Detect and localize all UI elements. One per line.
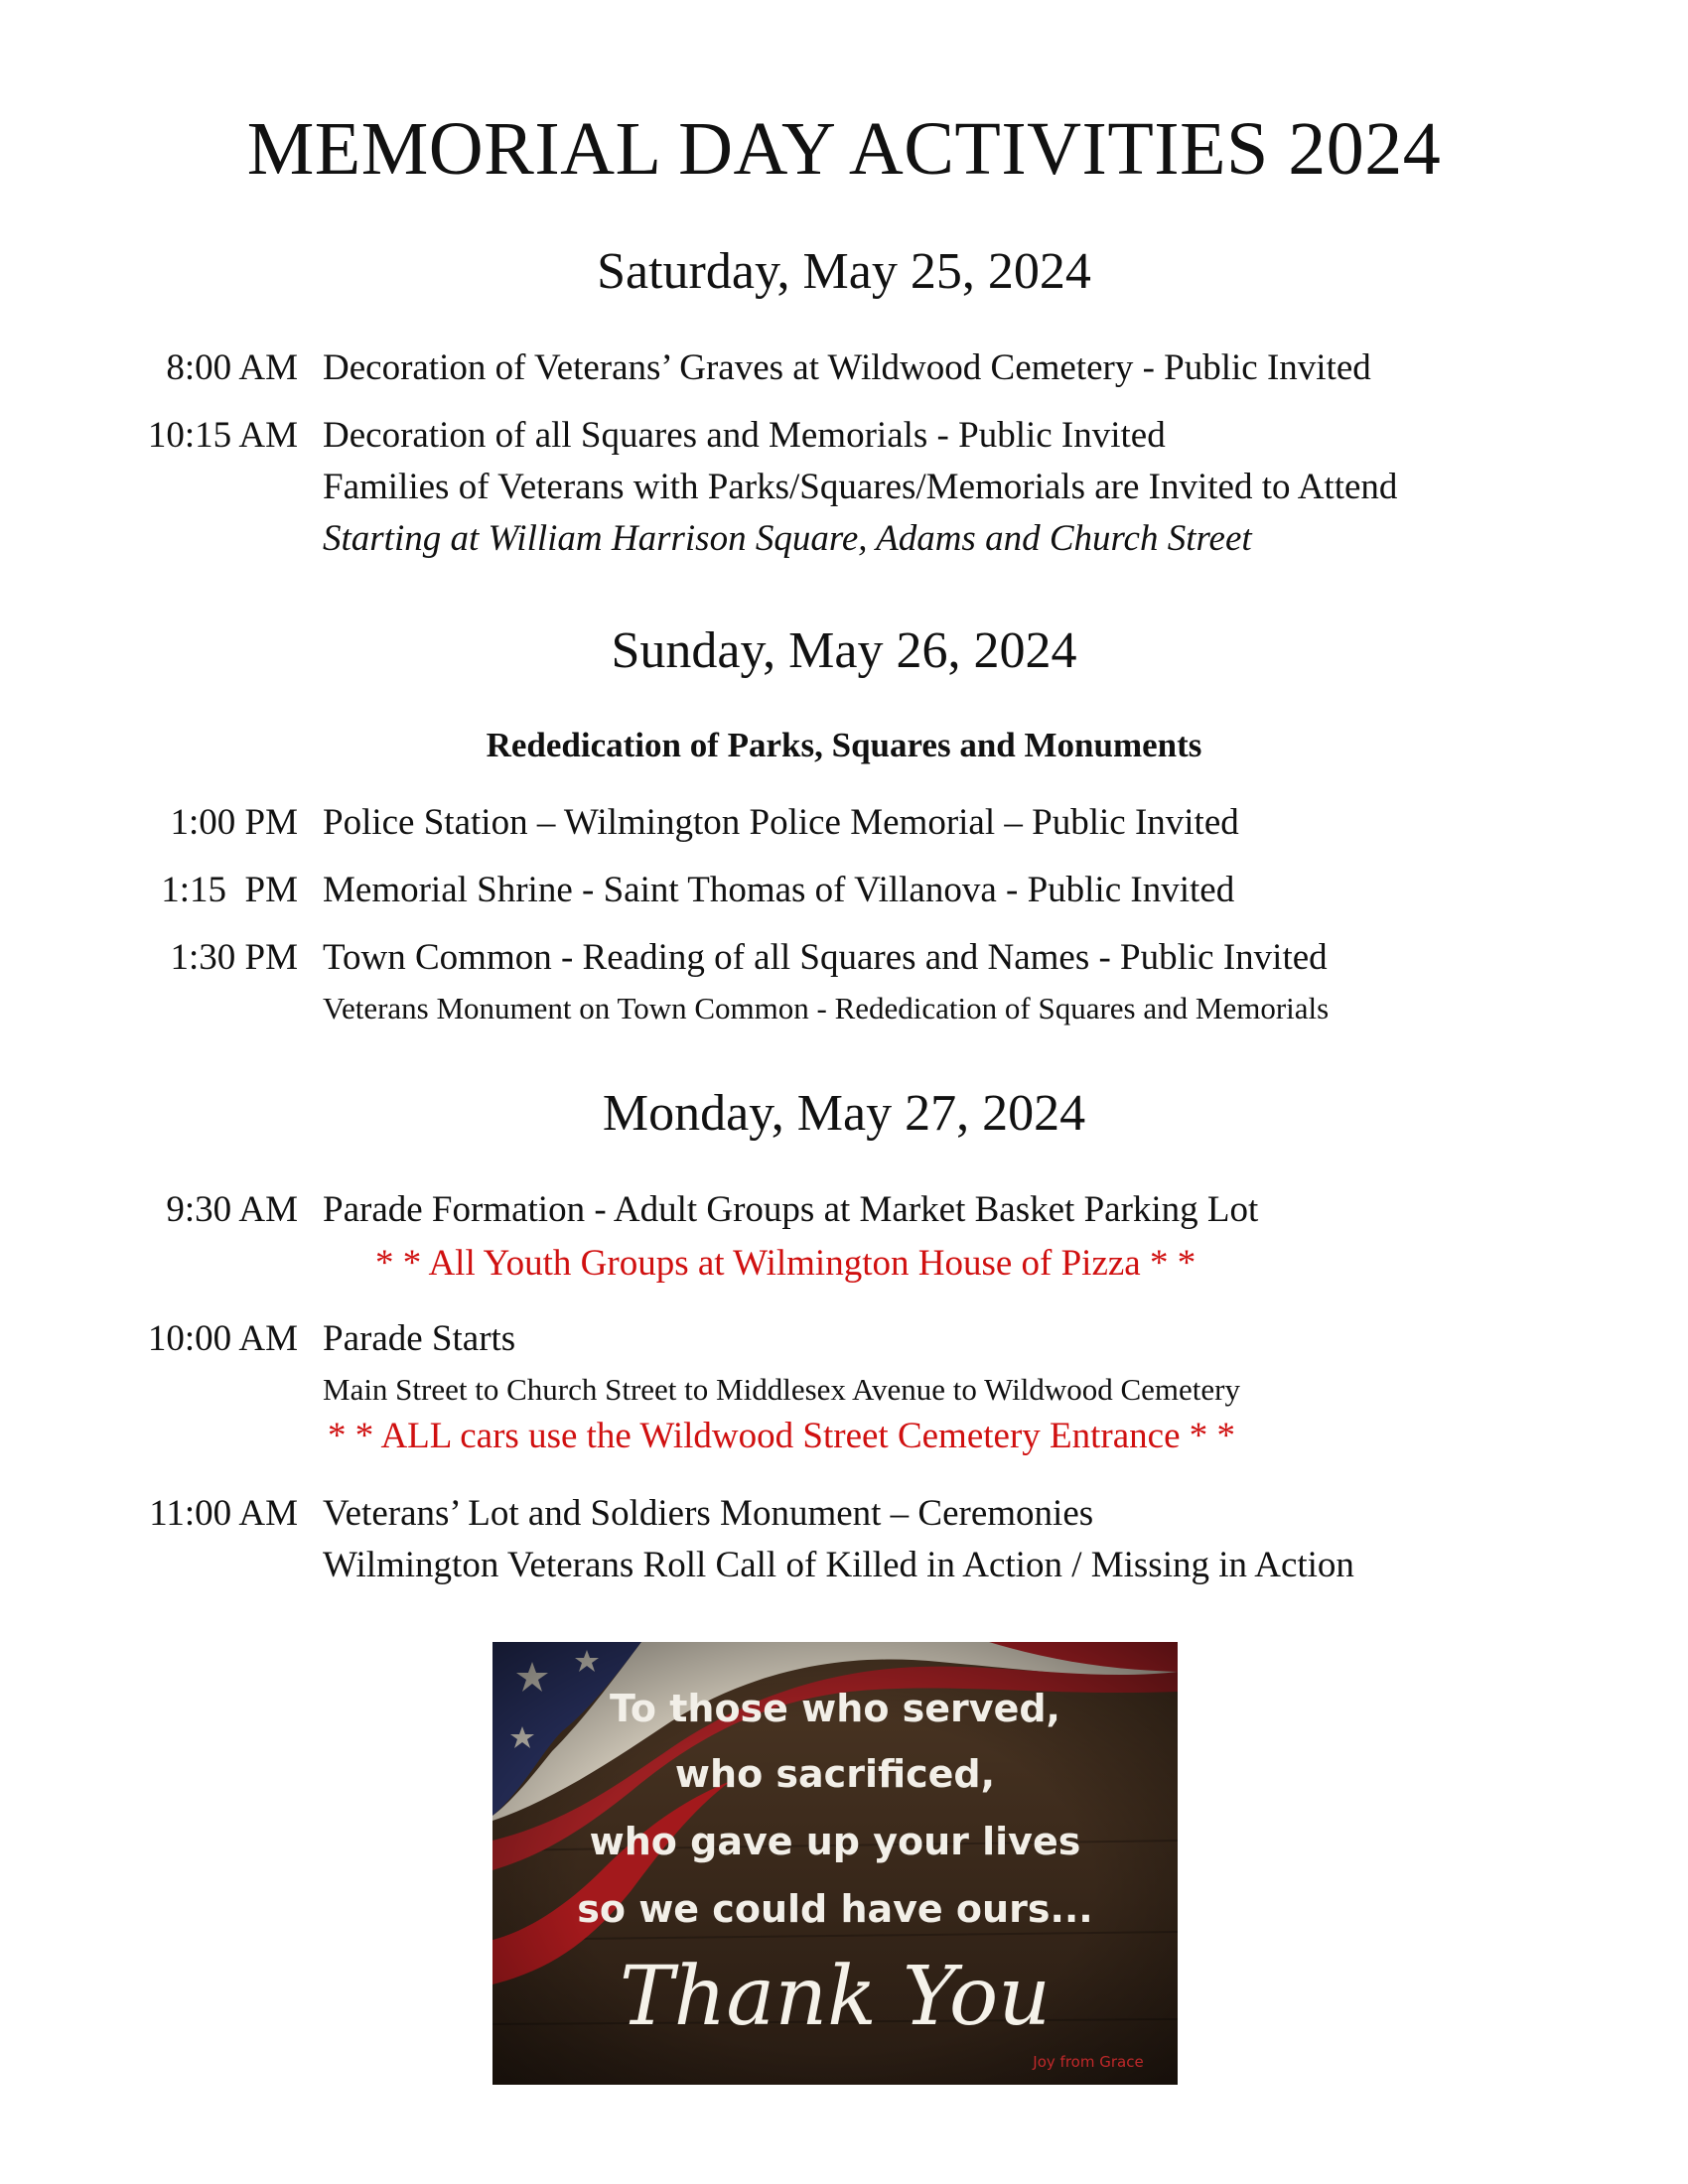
- quote-line-4: so we could have ours...: [577, 1887, 1093, 1931]
- event-description: Parade Starts: [323, 1318, 516, 1359]
- page-title: MEMORIAL DAY ACTIVITIES 2024: [246, 107, 1442, 191]
- event-description: Veterans’ Lot and Soldiers Monument – Ceremonies: [323, 1493, 1094, 1534]
- monday-heading: Monday, May 27, 2024: [602, 1085, 1086, 1142]
- sunday-heading: Sunday, May 26, 2024: [611, 622, 1077, 679]
- quote-line-1: To those who served,: [610, 1687, 1060, 1730]
- youth-groups-notice: * * All Youth Groups at Wilmington House of Pizza * *: [375, 1243, 1196, 1284]
- event-location: Starting at William Harrison Square, Adams and Church Street: [323, 518, 1252, 559]
- event-description: Town Common - Reading of all Squares and Names - Public Invited: [323, 937, 1328, 978]
- event-detail: Families of Veterans with Parks/Squares/Memorials are Invited to Attend: [323, 467, 1398, 507]
- quote-line-2: who sacrificed,: [674, 1752, 996, 1796]
- event-time: 10:00 AM: [147, 1318, 298, 1359]
- event-description: Parade Formation - Adult Groups at Market Basket Parking Lot: [323, 1189, 1259, 1230]
- event-detail: Veterans Monument on Town Common - Rededication of Squares and Memorials: [323, 991, 1330, 1025]
- event-time: 9:30 AM: [166, 1189, 298, 1230]
- quote-line-3: who gave up your lives: [589, 1820, 1081, 1863]
- image-credit: Joy from Grace: [1033, 2053, 1144, 2071]
- event-description: Memorial Shrine - Saint Thomas of Villanova - Public Invited: [323, 870, 1235, 910]
- event-time: 8:00 AM: [166, 347, 298, 388]
- cemetery-entrance-notice: * * ALL cars use the Wildwood Street Cemetery Entrance * *: [328, 1416, 1235, 1456]
- event-description: Police Station – Wilmington Police Memorial – Public Invited: [323, 802, 1239, 843]
- thank-you-text: Thank You: [619, 1950, 1052, 2044]
- event-time: 1:00 PM: [170, 802, 298, 843]
- saturday-heading: Saturday, May 25, 2024: [597, 243, 1091, 300]
- event-time: 1:30 PM: [170, 937, 298, 978]
- flag-graphic: [492, 1642, 1178, 2085]
- event-time: 11:00 AM: [149, 1493, 298, 1534]
- event-time: 10:15 AM: [147, 415, 298, 456]
- event-time: 1:15 PM: [161, 870, 298, 910]
- tribute-image: [492, 1642, 1178, 2085]
- event-description: Decoration of Veterans’ Graves at Wildwood Cemetery - Public Invited: [323, 347, 1371, 388]
- sunday-subheading: Rededication of Parks, Squares and Monuments: [486, 726, 1202, 764]
- event-description: Decoration of all Squares and Memorials - Public Invited: [323, 415, 1166, 456]
- parade-route: Main Street to Church Street to Middlesex Avenue to Wildwood Cemetery: [323, 1372, 1240, 1407]
- event-detail: Wilmington Veterans Roll Call of Killed in Action / Missing in Action: [323, 1545, 1354, 1585]
